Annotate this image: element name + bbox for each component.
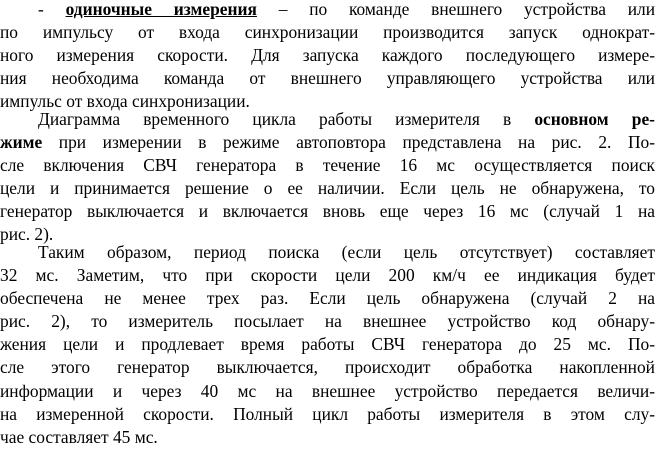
text-line: цели и принимается решение о ее наличии. Если цель не обнаружена, то: [0, 178, 655, 199]
text-line: жения цели и продлевает время работы СВЧ генератора до 25 мс. По-: [0, 334, 655, 355]
list-dash: -: [38, 0, 66, 19]
text-line: ного измерения скорости. Для запуска каждого последующего измере-: [0, 45, 655, 66]
text-line: рис. 2), то измеритель посылает на внешнее устройство код обнару-: [0, 311, 655, 332]
text-line: Таким образом, период поиска (если цель отсутствует) составляет: [38, 242, 655, 262]
text-line: информации и через 40 мс на внешнее устройство передается величи-: [0, 380, 655, 401]
text-line: ния необходима команда от внешнего управляющего устройства или: [0, 68, 655, 89]
text-line: импульс от входа синхронизации.: [0, 91, 250, 112]
text-line: на измеренной скорости. Полный цикл работы измерителя в этом слу-: [0, 403, 655, 424]
text-line: [0, 131, 655, 154]
term-single-measurements: одиночные измерения: [65, 0, 257, 19]
text-line: рис. 2).: [0, 224, 54, 245]
text-fragment: – по команде внешнего устройства или: [256, 0, 655, 19]
text-line: [0, 108, 655, 131]
text-line: [0, 0, 655, 21]
text-fragment: Диаграмма временного цикла работы измерителя в: [38, 109, 535, 129]
text-line: чае составляет 45 мс.: [0, 426, 158, 447]
text-line: по импульсу от входа синхронизации производится запуск однократ-: [0, 22, 655, 43]
text-line: 32 мс. Заметим, что при скорости цели 200 км/ч ее индикация будет: [0, 265, 655, 286]
paragraph-timing-diagram: [0, 108, 655, 247]
paragraph-single-measurements: [0, 0, 655, 113]
paragraph-search-period: [0, 241, 655, 449]
text-line: сле включения СВЧ генератора в течение 16 мс осуществляется поиск: [0, 155, 655, 176]
term-main-mode-continued: жиме: [0, 132, 43, 153]
text-line: сле этого генератор выключается, происходит обработка накопленной: [0, 357, 655, 378]
text-fragment: при измерении в режиме автоповтора представлена на рис. 2. По-: [42, 132, 655, 153]
text-line: обеспечена не менее трех раз. Если цель обнаружена (случай 2 на: [0, 288, 655, 309]
term-main-mode: основном ре-: [534, 109, 655, 129]
text-line: генератор выключается и включается вновь еще через 16 мс (случай 1 на: [0, 201, 655, 222]
